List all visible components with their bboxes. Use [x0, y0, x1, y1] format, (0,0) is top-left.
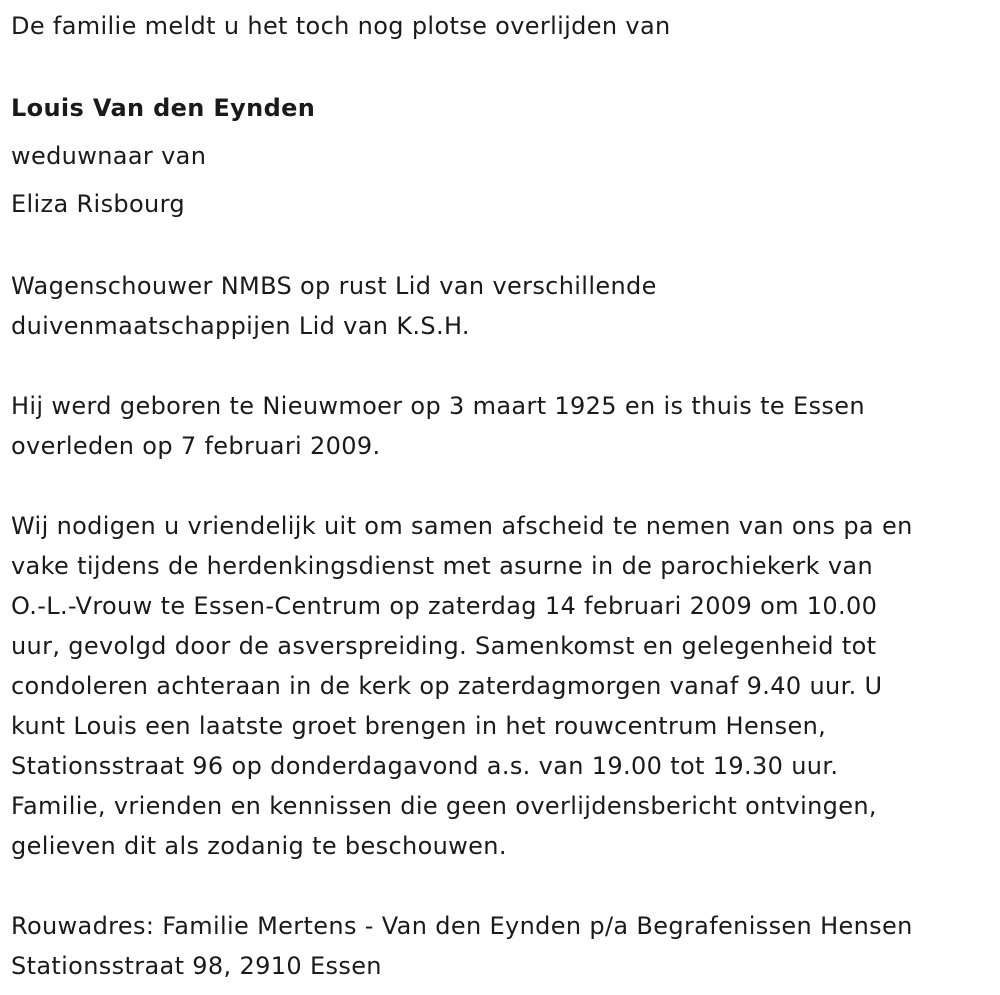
occupation-paragraph — [11, 266, 996, 346]
birth-death-paragraph — [11, 386, 996, 466]
ceremony-line: gelieven dit als zodanig te beschouwen. — [11, 832, 507, 860]
occupation-line: Wagenschouwer NMBS op rust Lid van verschillende — [11, 272, 657, 300]
birth-death-line: overleden op 7 februari 2009. — [11, 432, 381, 460]
ceremony-line: condoleren achteraan in de kerk op zaterdagmorgen vanaf 9.40 uur. U — [11, 672, 883, 700]
address-line: Rouwadres: Familie Mertens - Van den Eynden p/a Begrafenissen Hensen — [11, 912, 913, 940]
spacer — [11, 346, 996, 386]
birth-death-line: Hij werd geboren te Nieuwmoer op 3 maart 1925 en is thuis te Essen — [11, 392, 865, 420]
address-paragraph — [11, 906, 996, 986]
spacer — [11, 46, 996, 84]
address-line: Stationsstraat 98, 2910 Essen — [11, 952, 382, 980]
ceremony-line: Wij nodigen u vriendelijk uit om samen afscheid te nemen van ons pa en — [11, 512, 913, 540]
occupation-line: duivenmaatschappijen Lid van K.S.H. — [11, 312, 470, 340]
ceremony-line: Stationsstraat 96 op donderdagavond a.s. van 19.00 tot 19.30 uur. — [11, 752, 839, 780]
deceased-name: Louis Van den Eynden — [11, 94, 316, 122]
obituary-document — [11, 6, 996, 986]
spouse-name: Eliza Risbourg — [11, 190, 185, 218]
ceremony-line: Familie, vrienden en kennissen die geen overlijdensbericht ontvingen, — [11, 792, 877, 820]
spacer — [11, 466, 996, 506]
ceremony-line: uur, gevolgd door de asverspreiding. Samenkomst en gelegenheid tot — [11, 632, 877, 660]
ceremony-paragraph — [11, 506, 996, 866]
intro-text: De familie meldt u het toch nog plotse overlijden van — [11, 12, 671, 40]
spacer — [11, 866, 996, 906]
ceremony-line: O.-L.-Vrouw te Essen-Centrum op zaterdag 14 februari 2009 om 10.00 — [11, 592, 878, 620]
ceremony-line: vake tijdens de herdenkingsdienst met asurne in de parochiekerk van — [11, 552, 874, 580]
relation-text: weduwnaar van — [11, 142, 207, 170]
spacer — [11, 228, 996, 266]
ceremony-line: kunt Louis een laatste groet brengen in het rouwcentrum Hensen, — [11, 712, 827, 740]
